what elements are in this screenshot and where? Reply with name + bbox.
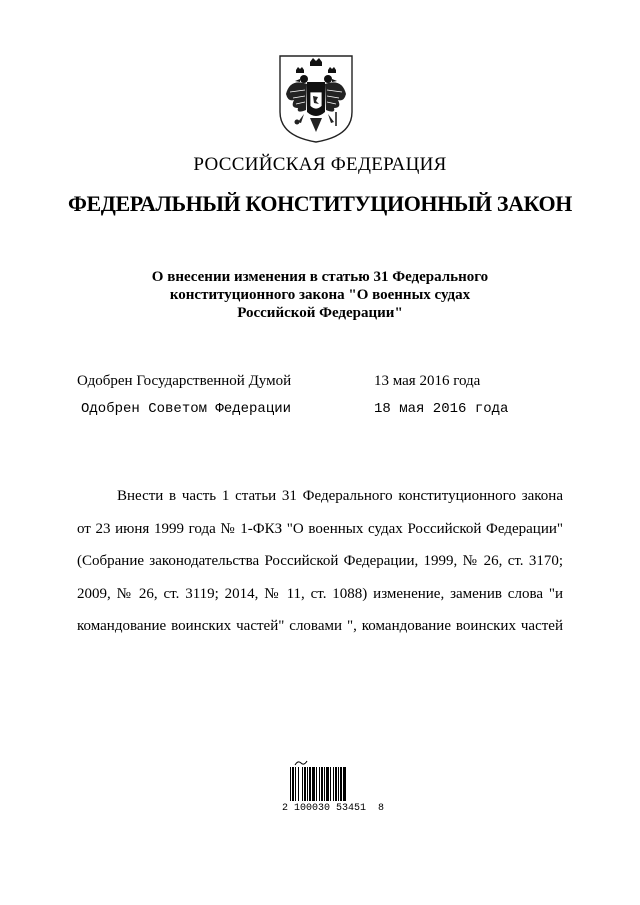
- coat-of-arms-icon: [274, 52, 358, 144]
- barcode-number: 2 100030 53451 8: [282, 803, 385, 814]
- law-title-line: конституционного закона "О военных судах: [169, 287, 471, 303]
- barcode-block: [268, 760, 385, 820]
- approval-date: 13 мая 2016 года: [374, 373, 481, 389]
- body-line: командование воинских частей" словами ", командование воинских частей: [77, 618, 563, 635]
- body-line: Внести в часть 1 статьи 31 Федерального конституционного закона: [117, 488, 563, 504]
- law-title-line: О внесении изменения в статью 31 Федерального: [151, 269, 489, 285]
- body-line: (Собрание законодательства Российской Федерации, 1999, № 26, ст. 3170;: [77, 553, 563, 570]
- approval-federation-council: [77, 401, 577, 423]
- barcode-mark-icon: [294, 760, 308, 766]
- approval-body: Одобрен Государственной Думой: [77, 373, 292, 389]
- document-type: ФЕДЕРАЛЬНЫЙ КОНСТИТУЦИОННЫЙ ЗАКОН: [68, 191, 572, 216]
- body-line: 2009, № 26, ст. 3119; 2014, № 11, ст. 1088) изменение, заменив слова "и: [77, 585, 563, 602]
- body-line: от 23 июня 1999 года № 1-ФКЗ "О военных судах Российской Федерации": [77, 520, 563, 537]
- approval-body: Одобрен Советом Федерации: [81, 401, 292, 417]
- approval-date: 18 мая 2016 года: [374, 401, 509, 417]
- law-title-line: Российской Федерации": [237, 305, 403, 321]
- approval-duma: [77, 373, 577, 395]
- law-title: [120, 268, 520, 322]
- country-name: РОССИЙСКАЯ ФЕДЕРАЦИЯ: [193, 154, 447, 175]
- barcode-icon: [290, 767, 370, 801]
- law-body: [77, 480, 563, 643]
